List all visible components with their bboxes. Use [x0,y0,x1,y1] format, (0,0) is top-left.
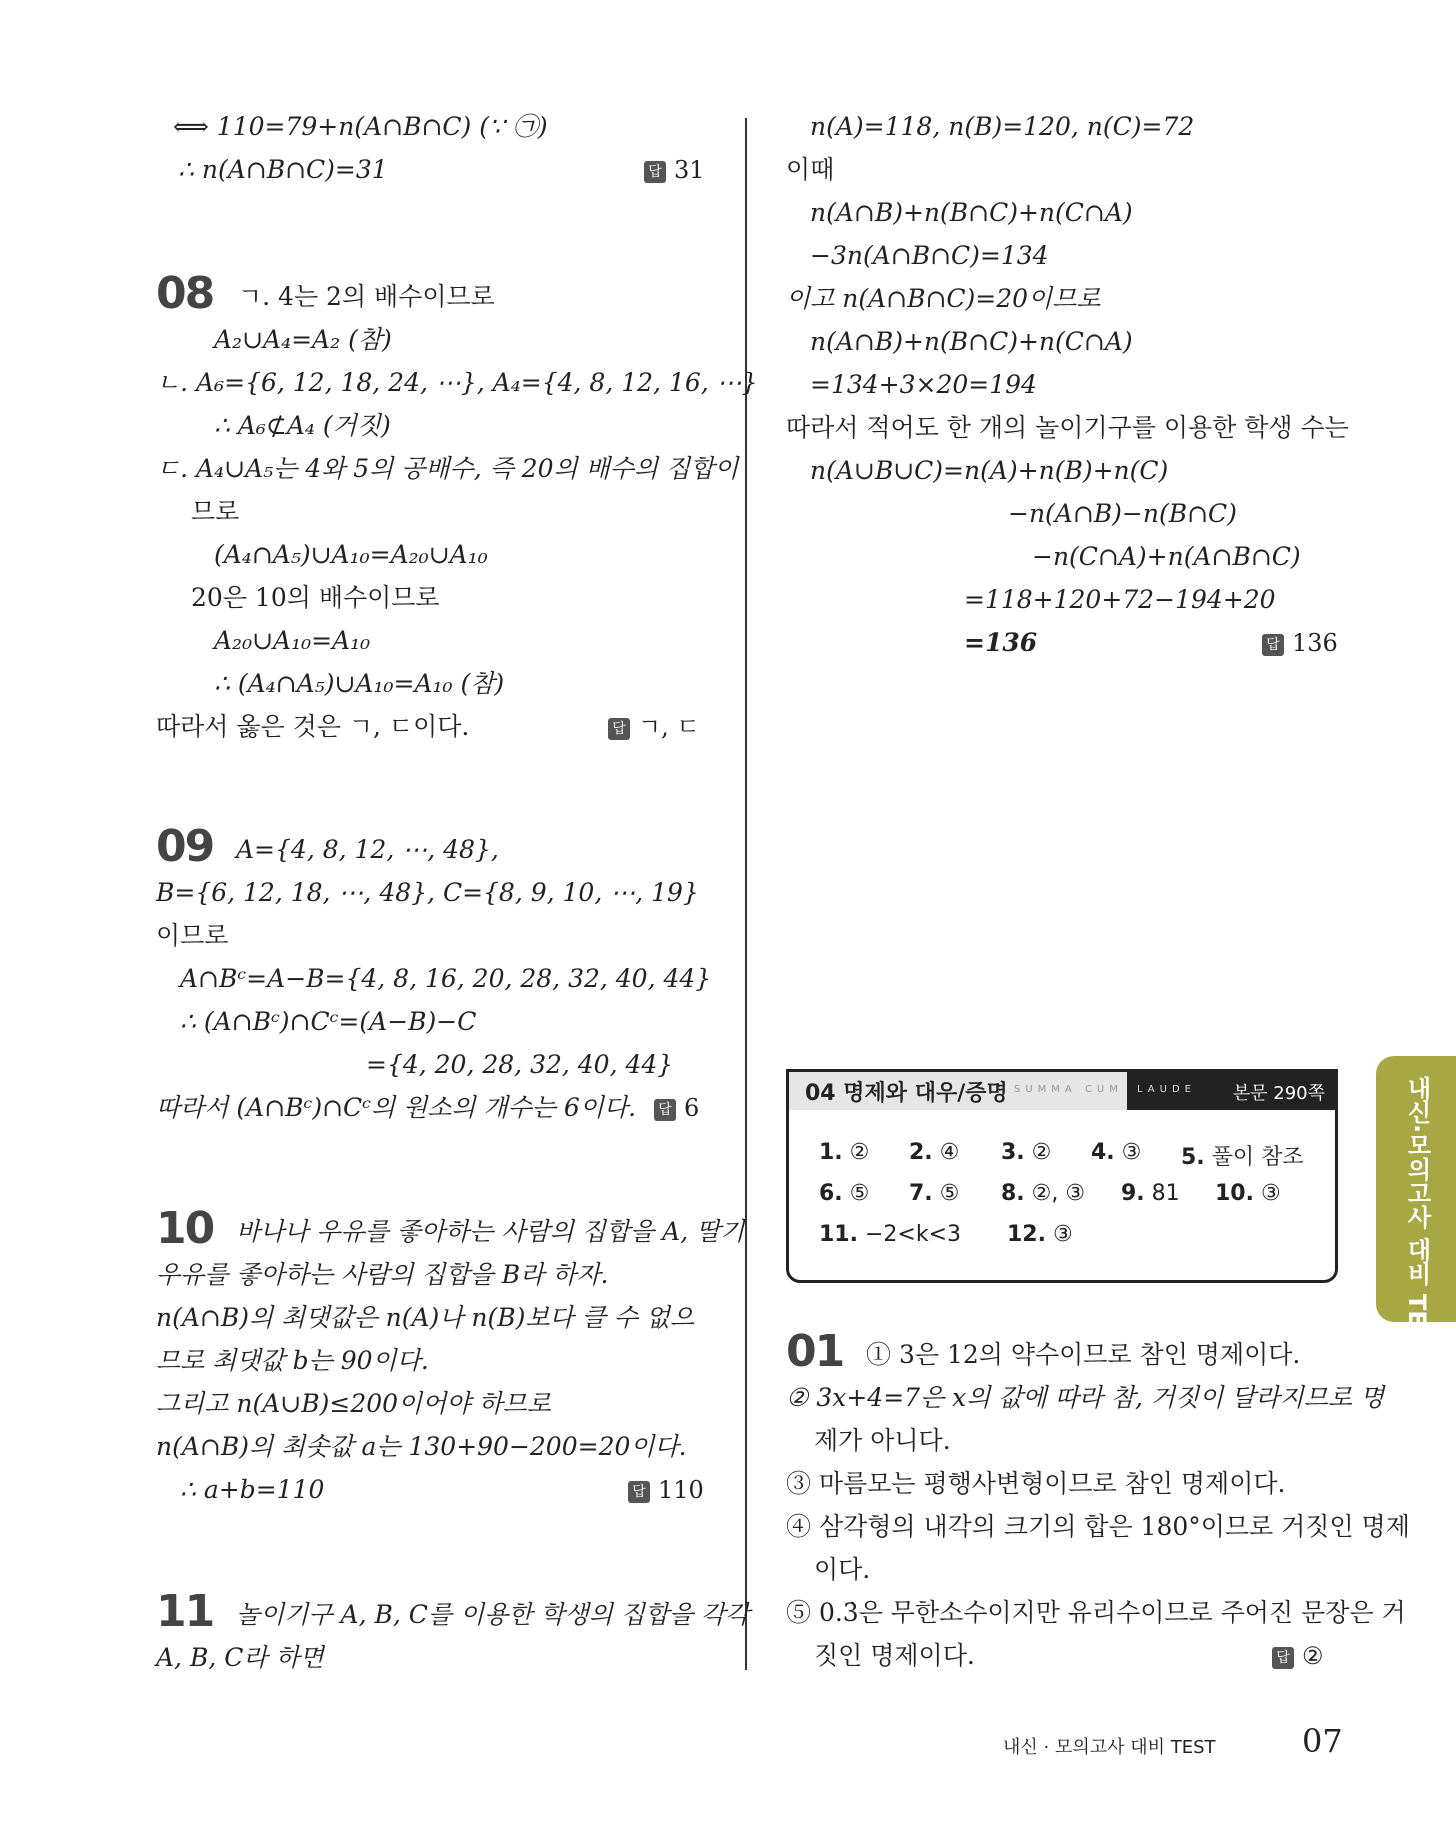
side-tab-label: 내신·모의고사 대비 TEST [1403,1076,1431,1361]
text-line: 우유를 좋아하는 사람의 집합을 B라 하자. [156,1260,609,1289]
text-line: 므로 [191,497,240,526]
text-line: ∴ (A∩Bᶜ)∩Cᶜ=(A−B)−C [180,1007,477,1036]
answer-box-title: 04 명제와 대우/증명 [805,1081,1008,1106]
answer-item: 2. ④ [909,1140,960,1165]
answer [1262,626,1338,660]
column-divider [745,118,747,1670]
text-line: n(A)=118, n(B)=120, n(C)=72 [810,112,1195,141]
text-line: 이므로 [156,921,229,950]
text-line: 놀이기구 A, B, C를 이용한 학생의 집합을 각각 [236,1600,750,1629]
answer-mark-icon: 답 [608,718,630,740]
answer-item: 8. ②, ③ [1001,1181,1086,1206]
text-line: =136 [964,628,1038,657]
text-line: −3n(A∩B∩C)=134 [810,241,1049,270]
answer-mark-icon: 답 [628,1481,650,1503]
problem-number: 08 [156,268,214,319]
answer-item: 3. ② [1001,1140,1052,1165]
answer-item: 4. ③ [1091,1140,1142,1165]
text-line: 이고 n(A∩B∩C)=20이므로 [786,284,1101,313]
text-line: ㄷ. A₄∪A₅는 4와 5의 공배수, 즉 20의 배수의 집합이 [156,454,739,483]
text-line: ∴ a+b=110 [180,1475,325,1504]
text-line: B={6, 12, 18, ⋯, 48}, C={8, 9, 10, ⋯, 19} [156,878,699,907]
problem-number: 11 [156,1586,214,1637]
text-line: 20은 10의 배수이므로 [191,583,440,612]
text-line: n(A∩B)+n(B∩C)+n(C∩A) [810,327,1133,356]
text-line: ① 3은 12의 약수이므로 참인 명제이다. [866,1340,1301,1369]
text-line: 므로 최댓값 b는 90이다. [156,1346,429,1375]
text-line: A₂∪A₄=A₂ (참) [214,325,392,354]
answer-box-subtitle: LAUDE [1137,1084,1196,1095]
text-line: ㄱ. 4는 2의 배수이므로 [238,282,495,311]
text-line: A={4, 8, 12, ⋯, 48}, [236,835,499,864]
answer [1272,1639,1324,1673]
text-line: 그리고 n(A∪B)≤200이어야 하므로 [156,1389,551,1418]
text-line: 따라서 옳은 것은 ㄱ, ㄷ이다. [156,712,470,741]
text-line: n(A∩B)+n(B∩C)+n(C∩A) [810,198,1133,227]
text-line: 이다. [814,1555,871,1584]
text-line: 따라서 적어도 한 개의 놀이기구를 이용한 학생 수는 [786,413,1349,442]
answer-item: 12. ③ [1007,1222,1073,1247]
answer-box-page-ref: 본문 290쪽 [1232,1083,1325,1104]
text-line: 따라서 (A∩Bᶜ)∩Cᶜ의 원소의 개수는 6이다. [156,1093,637,1122]
answer-summary-box [786,1069,1338,1283]
text-line: −n(C∩A)+n(A∩B∩C) [1032,542,1301,571]
answer-item: 6. ⑤ [819,1181,870,1206]
answer-mark-icon: 답 [1262,634,1284,656]
text-line: n(A∩B)의 최댓값은 n(A)나 n(B)보다 클 수 없으 [156,1303,695,1332]
problem-number: 10 [156,1203,214,1254]
text-line: ∴ (A₄∩A₅)∪A₁₀=A₁₀ (참) [214,669,505,698]
answer-mark-icon: 답 [654,1099,676,1121]
text-line: ⑤ 0.3̇은 무한소수이지만 유리수이므로 주어진 문장은 거 [786,1598,1406,1627]
text-line: n(A∪B∪C)=n(A)+n(B)+n(C) [810,456,1169,485]
answer-item: 10. ③ [1215,1181,1281,1206]
answer-item: 1. ② [819,1140,870,1165]
answer-item: 9. 81 [1121,1181,1180,1206]
answer-value: 136 [1292,629,1338,657]
text-line: A, B, C라 하면 [156,1643,324,1672]
answer-value: 6 [684,1094,700,1122]
answer-item: 7. ⑤ [909,1181,960,1206]
text-line: A₂₀∪A₁₀=A₁₀ [214,626,371,655]
answer [644,153,705,187]
text-line: ③ 마름모는 평행사변형이므로 참인 명제이다. [786,1469,1286,1498]
answer [654,1091,699,1125]
text-line: ∴ n(A∩B∩C)=31 [178,155,388,184]
text-line: 짓인 명제이다. [814,1641,975,1670]
answer [628,1473,704,1507]
text-line: (A₄∩A₅)∪A₁₀=A₂₀∪A₁₀ [214,540,488,569]
text-line: ⟺ 110=79+n(A∩B∩C) (∵ ㉠) [173,112,548,141]
text-line: A∩Bᶜ=A−B={4, 8, 16, 20, 28, 32, 40, 44} [180,964,712,993]
answer-value: ② [1302,1642,1324,1670]
text-line: ㄴ. A₆={6, 12, 18, 24, ⋯}, A₄={4, 8, 12, 16, ⋯} [156,368,758,397]
text-line: =134+3×20=194 [810,370,1037,399]
problem-number: 09 [156,821,214,872]
text-line: ② 3x+4=7은 x의 값에 따라 참, 거짓이 달라지므로 명 [786,1383,1385,1412]
answer-box-subtitle: SUMMA CUM [1014,1084,1123,1095]
answer [608,710,700,744]
text-line: =118+120+72−194+20 [964,585,1276,614]
text-line: −n(A∩B)−n(B∩C) [1008,499,1237,528]
answer-mark-icon: 답 [644,161,666,183]
answer-value: 110 [658,1476,704,1504]
footer-title: 내신 · 모의고사 대비 TEST [1003,1737,1216,1758]
page-number: 07 [1302,1722,1343,1760]
answer-box-header [789,1072,1335,1110]
text-line: ={4, 20, 28, 32, 40, 44} [366,1050,674,1079]
answer-mark-icon: 답 [1272,1647,1294,1669]
text-line: 이때 [786,155,835,184]
text-line: 제가 아니다. [814,1426,951,1455]
text-line: n(A∩B)의 최솟값 a는 130+90−200=20이다. [156,1432,687,1461]
answer-value: 31 [674,156,705,184]
text-line: 바나나 우유를 좋아하는 사람의 집합을 A, 딸기 [236,1217,745,1246]
problem-number: 01 [786,1326,844,1377]
answer-item: 11. −2<k<3 [819,1222,962,1247]
text-line: ④ 삼각형의 내각의 크기의 합은 180°이므로 거짓인 명제 [786,1512,1410,1541]
answer-item: 5. 풀이 참조 [1181,1145,1304,1170]
side-tab [1376,1056,1456,1361]
text-line: ∴ A₆⊄A₄ (거짓) [214,411,391,440]
answer-value: ㄱ, ㄷ [638,713,700,741]
